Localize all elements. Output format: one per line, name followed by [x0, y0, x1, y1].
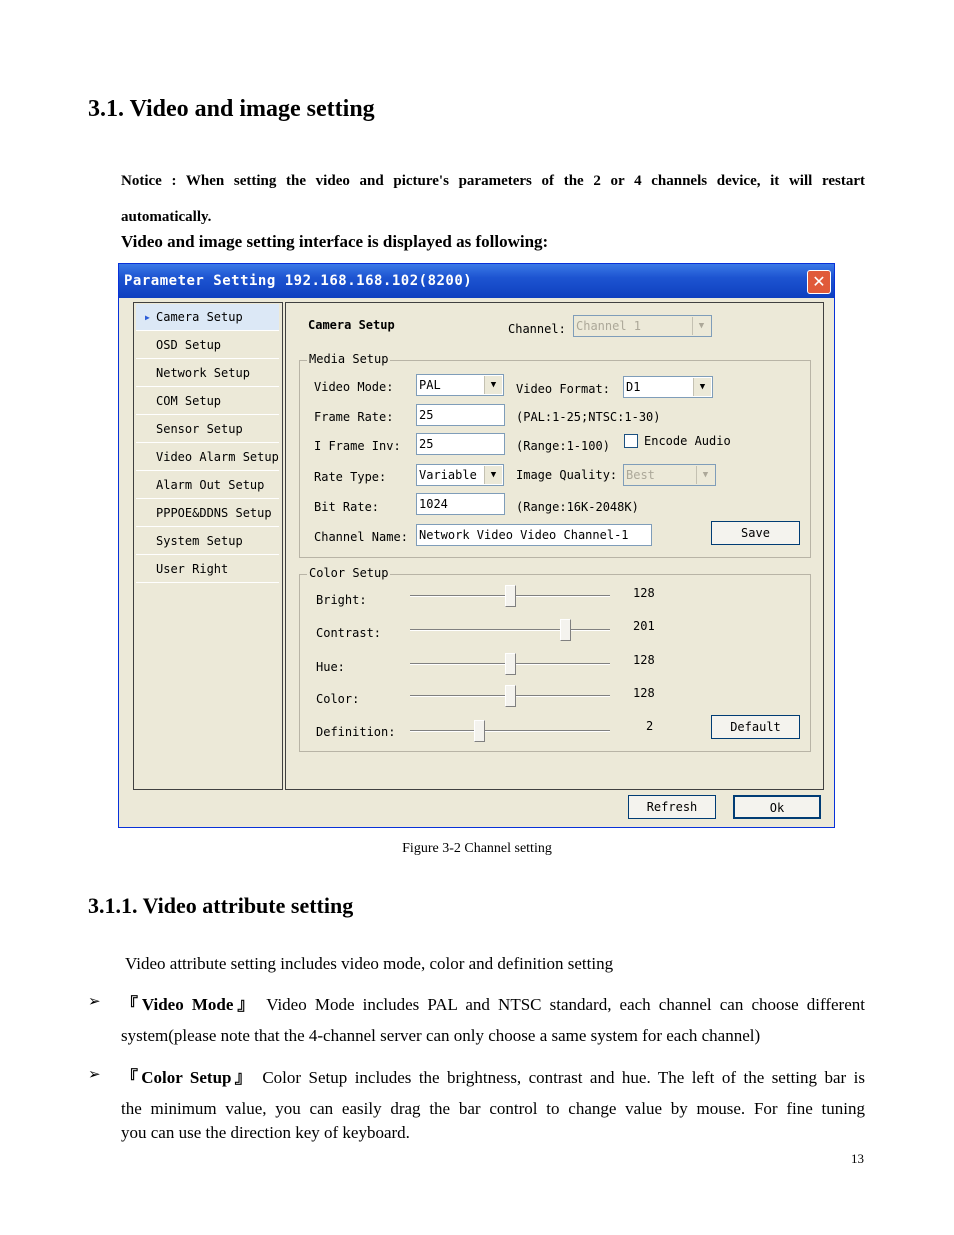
- encode-audio-checkbox[interactable]: [624, 434, 638, 448]
- video-format-select[interactable]: D1 ▼: [623, 376, 713, 398]
- subsection-heading: 3.1.1. Video attribute setting: [88, 893, 354, 918]
- rate-type-label: Rate Type:: [314, 470, 387, 484]
- frame-rate-hint: (PAL:1-25;NTSC:1-30): [516, 410, 661, 424]
- contrast-label: Contrast:: [316, 626, 382, 640]
- bit-rate-input[interactable]: 1024: [416, 493, 505, 515]
- chevron-down-icon: ▼: [692, 317, 710, 335]
- default-button[interactable]: Default: [711, 715, 800, 739]
- chevron-down-icon: ▼: [484, 376, 502, 394]
- contrast-value: 201: [633, 619, 655, 633]
- bullet-video-mode-line2: system(please note that the 4-channel server can only choose a same system for each channel): [121, 1026, 761, 1045]
- rate-type-select[interactable]: Variable ▼: [416, 464, 504, 486]
- frame-rate-input[interactable]: 25: [416, 404, 505, 426]
- bit-rate-label: Bit Rate:: [314, 500, 380, 514]
- hue-label: Hue:: [316, 660, 345, 674]
- contrast-slider-thumb[interactable]: [560, 619, 571, 641]
- channel-select[interactable]: Channel 1 ▼: [573, 315, 712, 337]
- color-slider-thumb[interactable]: [505, 685, 516, 707]
- panel-title: Camera Setup: [308, 318, 395, 332]
- term-video-mode: 『Video Mode』: [121, 995, 259, 1014]
- notice-line-2: automatically.: [121, 209, 212, 225]
- settings-nav: [133, 302, 283, 790]
- color-setup-group: [299, 566, 811, 752]
- parameter-setting-dialog: [118, 263, 835, 828]
- definition-value: 2: [646, 719, 654, 733]
- save-button[interactable]: Save: [711, 521, 800, 545]
- page-number: 13: [851, 1151, 864, 1166]
- bullet-color-setup: 『Color Setup』 Color Setup includes the brightness, contrast and hue. The left of the setting bar is: [121, 1068, 865, 1087]
- channel-name-input[interactable]: Network Video Video Channel-1: [416, 524, 652, 546]
- chevron-down-icon: ▼: [693, 378, 711, 396]
- title-bar[interactable]: [119, 264, 834, 298]
- term-color-setup: 『Color Setup』: [121, 1068, 255, 1087]
- encode-audio-label: Encode Audio: [644, 434, 731, 448]
- image-quality-label: Image Quality:: [516, 468, 618, 482]
- media-setup-title: Media Setup: [309, 352, 389, 366]
- definition-slider-thumb[interactable]: [474, 720, 485, 742]
- close-icon[interactable]: ✕: [807, 270, 831, 294]
- figure-caption: Figure 3-2 Channel setting: [402, 841, 552, 856]
- media-setup-group: [299, 352, 811, 558]
- nav-item-user-right[interactable]: User Right: [136, 556, 279, 583]
- nav-item-pppoe-ddns-setup[interactable]: PPPOE&DDNS Setup: [136, 500, 279, 527]
- dialog-title: Parameter Setting 192.168.168.102(8200): [124, 273, 473, 289]
- nav-item-system-setup[interactable]: System Setup: [136, 528, 279, 555]
- refresh-button[interactable]: Refresh: [628, 795, 716, 819]
- iframe-label: I Frame Inv:: [314, 439, 401, 453]
- nav-item-video-alarm-setup[interactable]: Video Alarm Setup: [136, 444, 279, 471]
- camera-setup-panel: [285, 302, 824, 790]
- notice-line-1: Notice : When setting the video and picture's parameters of the 2 or 4 channels device, it will restart: [121, 173, 865, 189]
- bright-value: 128: [633, 586, 655, 600]
- channel-label: Channel:: [508, 322, 566, 336]
- video-mode-label: Video Mode:: [314, 380, 394, 394]
- nav-item-alarm-out-setup[interactable]: Alarm Out Setup: [136, 472, 279, 499]
- definition-label: Definition:: [316, 725, 396, 739]
- hue-slider-thumb[interactable]: [505, 653, 516, 675]
- video-mode-select[interactable]: PAL ▼: [416, 374, 504, 396]
- image-quality-select[interactable]: Best ▼: [623, 464, 716, 486]
- definition-slider[interactable]: [410, 730, 610, 732]
- color-setup-title: Color Setup: [309, 566, 389, 580]
- nav-item-com-setup[interactable]: COM Setup: [136, 388, 279, 415]
- bright-label: Bright:: [316, 593, 367, 607]
- section-heading: 3.1. Video and image setting: [88, 96, 375, 122]
- bullet-arrow-icon: ➢: [88, 1067, 101, 1083]
- chevron-down-icon: ▼: [696, 466, 714, 484]
- color-label: Color:: [316, 692, 360, 706]
- bit-rate-hint: (Range:16K-2048K): [516, 500, 639, 514]
- video-format-label: Video Format:: [516, 382, 610, 396]
- nav-item-sensor-setup[interactable]: Sensor Setup: [136, 416, 279, 443]
- bullet-color-setup-line3: you can use the direction key of keyboard.: [121, 1123, 410, 1142]
- nav-item-camera-setup[interactable]: ▶ Camera Setup: [136, 304, 279, 331]
- nav-item-osd-setup[interactable]: OSD Setup: [136, 332, 279, 359]
- hue-value: 128: [633, 653, 655, 667]
- bullet-arrow-icon: ➢: [88, 994, 101, 1010]
- bright-slider-thumb[interactable]: [505, 585, 516, 607]
- intro-text: Video and image setting interface is displayed as following:: [121, 232, 549, 251]
- caret-right-icon: ▶: [145, 313, 150, 322]
- iframe-hint: (Range:1-100): [516, 439, 610, 453]
- color-value: 128: [633, 686, 655, 700]
- chevron-down-icon: ▼: [484, 466, 502, 484]
- ok-button[interactable]: Ok: [733, 795, 821, 819]
- frame-rate-label: Frame Rate:: [314, 410, 394, 424]
- bullet-video-mode: 『Video Mode』 Video Mode includes PAL and NTSC standard, each channel can choose different: [121, 995, 865, 1014]
- nav-item-network-setup[interactable]: Network Setup: [136, 360, 279, 387]
- iframe-input[interactable]: 25: [416, 433, 505, 455]
- contrast-slider[interactable]: [410, 629, 610, 631]
- bullet-color-setup-line2: the minimum value, you can easily drag the bar control to change value by mouse. For fine tuning: [121, 1099, 865, 1118]
- channel-name-label: Channel Name:: [314, 530, 408, 544]
- paragraph-video-attribute: Video attribute setting includes video mode, color and definition setting: [125, 954, 614, 973]
